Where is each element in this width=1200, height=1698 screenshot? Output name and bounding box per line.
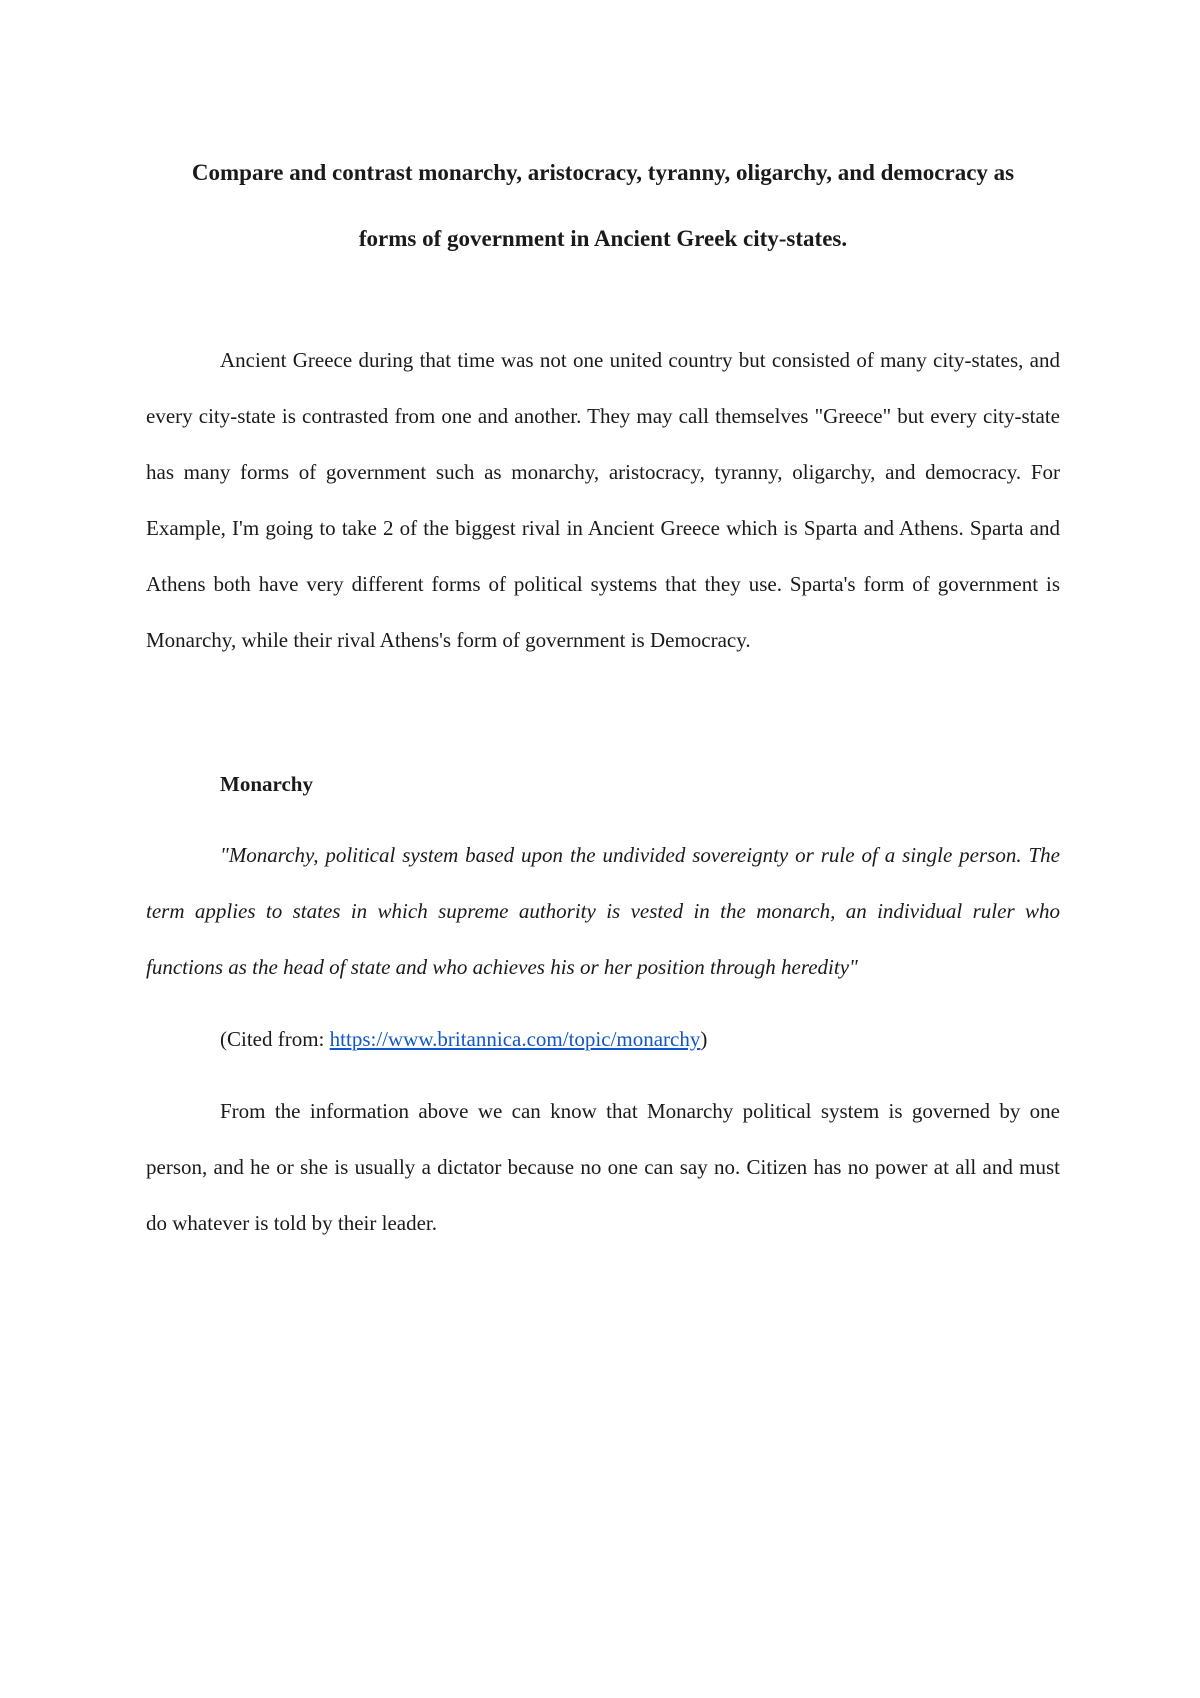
monarchy-heading: Monarchy <box>220 772 313 796</box>
citation-prefix: (Cited from: <box>220 1027 330 1051</box>
monarchy-analysis-paragraph: From the information above we can know that Monarchy political system is governed by one person, and he or she is usually a dictator because no one can say no. Citizen has no power at all and must do whatever is told by their leader. <box>146 1099 1060 1235</box>
monarchy-citation <box>146 1011 1060 1067</box>
citation-link[interactable]: https://www.britannica.com/topic/monarchy <box>329 1027 701 1051</box>
document-body <box>146 140 1060 1251</box>
monarchy-quote: "Monarchy, political system based upon the undivided sovereignty or rule of a single person. The term applies to states in which supreme authority is vested in the monarch, an individual ruler who functions as the head of state and who achieves his or her position through heredity" <box>146 843 1060 979</box>
document-title: Compare and contrast monarchy, aristocracy, tyranny, oligarchy, and democracy as forms of government in Ancient Greek city-states. <box>191 160 1015 251</box>
intro-paragraph: Ancient Greece during that time was not one united country but consisted of many city-states, and every city-state is contrasted from one and another. They may call themselves "Greece" but every city-state has many forms of government such as monarchy, aristocracy, tyranny, oligarchy, and democracy. For Example, I'm going to take 2 of the biggest rival in Ancient Greece which is Sparta and Athens. Sparta and Athens both have very different forms of political systems that they use. Sparta's form of government is Monarchy, while their rival Athens's form of government is Democracy. <box>146 348 1060 652</box>
citation-suffix: ) <box>700 1027 708 1051</box>
